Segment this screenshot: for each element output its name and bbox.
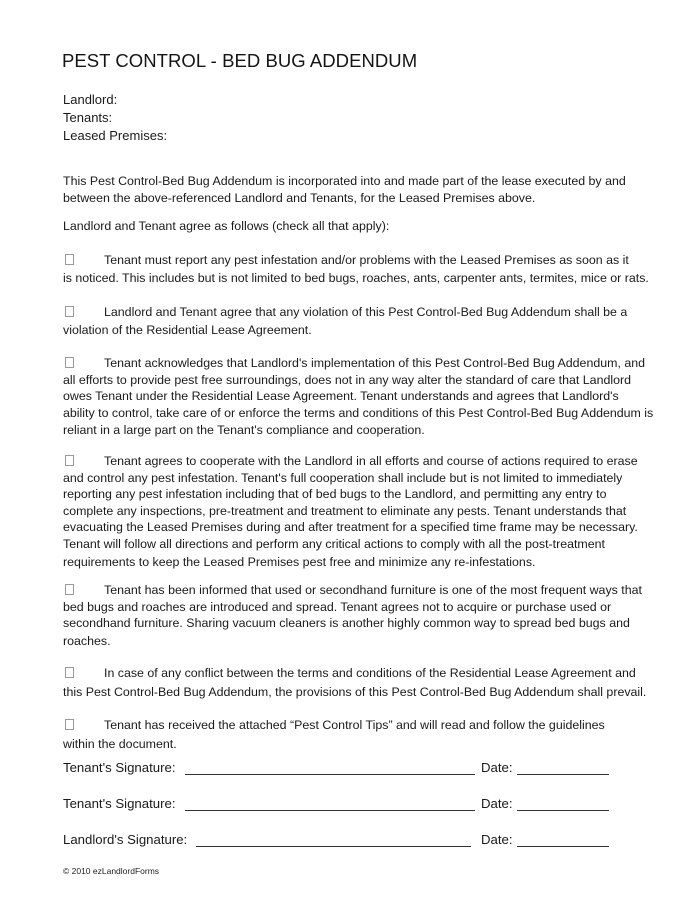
landlord-date-line[interactable] <box>517 846 609 847</box>
copyright-footer: © 2010 ezLandlordForms <box>63 866 160 876</box>
clause-line: is noticed. This includes but is not limited to bed bugs, roaches, ants, carpenter ants, termites, mice or rats. <box>63 271 649 285</box>
clause-line: evacuating the Leased Premises during and after treatment for a specified time frame may be necessary. <box>63 520 638 535</box>
tenant-date-line-2[interactable] <box>517 810 609 811</box>
clause-cooperation <box>63 453 643 570</box>
checkbox-clause-7[interactable] <box>65 719 74 730</box>
clause-line: owes Tenant under the Residential Lease Agreement. Tenant understands and agrees that Landlord's <box>63 389 619 404</box>
clause-line: violation of the Residential Lease Agreement. <box>63 323 312 337</box>
clause-violation <box>63 303 643 339</box>
clause-standard-of-care <box>63 355 654 439</box>
date-label: Date: <box>481 760 513 775</box>
signature-label: Landlord's Signature: <box>63 832 188 847</box>
clause-line: secondhand furniture. Sharing vacuum cleaners is another highly common way to spread bed bugs and <box>63 616 630 631</box>
clause-line: ability to control, take care of or enforce the terms and conditions of this Pest Control-Bed Bug Addendum is <box>63 405 654 420</box>
clause-line: Tenant will follow all directions and perform any critical actions to comply with all the post-treatment <box>63 536 605 551</box>
clause-line: Landlord and Tenant agree that any violation of this Pest Control-Bed Bug Addendum shall be a <box>104 305 628 319</box>
clause-line: all efforts to provide pest free surroundings, does not in any way alter the standard of care that Landlord <box>63 372 632 387</box>
checkbox-clause-2[interactable] <box>65 306 74 317</box>
intro-line: This Pest Control-Bed Bug Addendum is incorporated into and made part of the lease executed by and <box>63 174 626 188</box>
clause-line: Tenant acknowledges that Landlord's implementation of this Pest Control-Bed Bug Addendum, and <box>104 356 646 370</box>
checkbox-clause-1[interactable] <box>65 254 74 265</box>
agree-heading: Landlord and Tenant agree as follows (check all that apply): <box>63 219 390 233</box>
clause-conflict <box>63 664 647 702</box>
clause-line: roaches. <box>63 633 111 648</box>
date-label: Date: <box>481 796 513 811</box>
clause-line: and control any pest infestation. Tenant's full cooperation shall include but is not limited to immediately <box>63 470 623 485</box>
tenant-signature-row-1 <box>63 760 623 778</box>
clause-line: this Pest Control-Bed Bug Addendum, the provisions of this Pest Control-Bed Bug Addendum shall prevail. <box>63 685 647 699</box>
clause-report-infestation <box>63 251 649 287</box>
checkbox-clause-6[interactable] <box>65 667 74 678</box>
clause-line: within the document. <box>63 737 177 751</box>
intro-paragraph <box>63 173 643 206</box>
clause-line: bed bugs and roaches are introduced and spread. Tenant agrees not to acquire or purchase used or <box>63 599 612 614</box>
checkbox-clause-3[interactable] <box>65 357 74 368</box>
tenant-signature-row-2 <box>63 796 623 814</box>
clause-line: reporting any pest infestation including that of bed bugs to the Landlord, and permitting any entry to <box>63 487 607 502</box>
checkbox-clause-5[interactable] <box>65 584 74 595</box>
checkbox-clause-4[interactable] <box>65 455 74 466</box>
tenants-label: Tenants: <box>63 110 113 125</box>
clause-secondhand-furniture <box>63 582 643 649</box>
landlord-signature-line[interactable] <box>196 846 471 847</box>
clause-line: In case of any conflict between the terms and conditions of the Residential Lease Agreement and <box>104 666 636 680</box>
clause-line: Tenant agrees to cooperate with the Landlord in all efforts and course of actions required to erase <box>104 454 638 468</box>
clause-line: Tenant has been informed that used or secondhand furniture is one of the most frequent ways that <box>104 583 642 597</box>
clause-line: complete any inspections, pre-treatment and treatment to eliminate any pests. Tenant understands that <box>63 503 627 518</box>
clause-pest-control-tips <box>63 716 643 754</box>
parties-block <box>63 91 167 145</box>
clause-line: requirements to keep the Leased Premises pest free and minimize any re-infestations. <box>63 554 536 569</box>
clause-line: Tenant must report any pest infestation and/or problems with the Leased Premises as soon as it <box>104 253 629 267</box>
document-title: PEST CONTROL - BED BUG ADDENDUM <box>62 50 418 71</box>
intro-line: between the above-referenced Landlord and Tenants, for the Leased Premises above. <box>63 190 536 205</box>
landlord-label: Landlord: <box>63 92 118 107</box>
clause-line: reliant in a large part on the Tenant's compliance and cooperation. <box>63 423 425 438</box>
landlord-signature-row <box>63 832 623 850</box>
leased-premises-label: Leased Premises: <box>63 128 168 143</box>
tenant-date-line-1[interactable] <box>517 774 609 775</box>
tenant-signature-line-2[interactable] <box>185 810 475 811</box>
clause-line: Tenant has received the attached “Pest Control Tips” and will read and follow the guidelines <box>104 718 605 732</box>
date-label: Date: <box>481 832 513 847</box>
signature-label: Tenant's Signature: <box>63 796 176 811</box>
tenant-signature-line-1[interactable] <box>185 774 475 775</box>
signature-label: Tenant's Signature: <box>63 760 176 775</box>
